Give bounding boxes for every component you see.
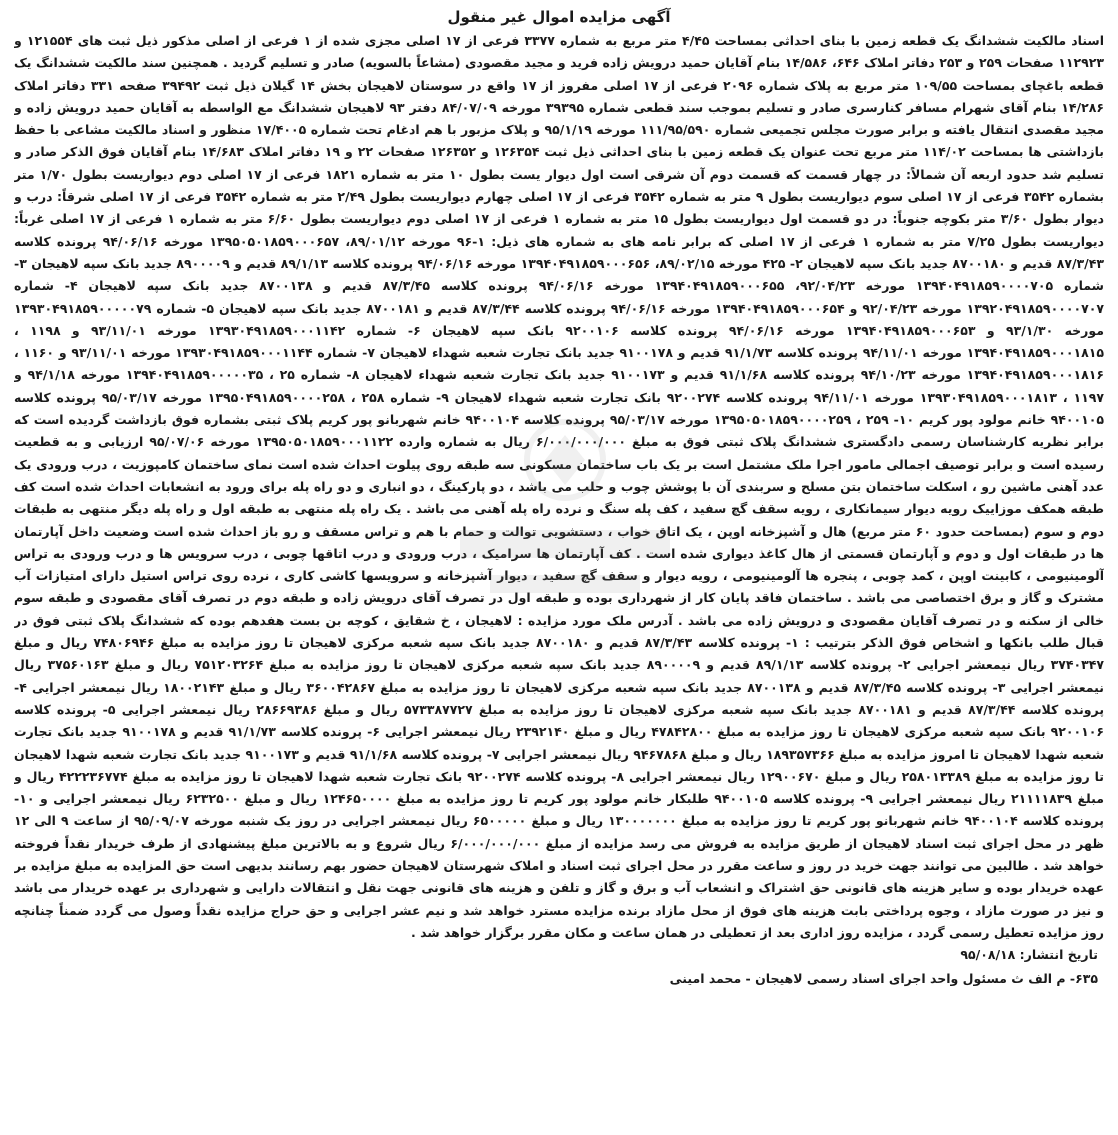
publication-date-value: ۹۵/۰۸/۱۸ — [960, 947, 1016, 963]
notice-signature: ۶۳۵- م الف ث مسئول واحد اجرای اسناد رسمی لاهیجان - محمد امینی — [669, 971, 1098, 987]
notice-body: اسناد مالکیت ششدانگ یک قطعه زمین با بنای احداثی بمساحت ۴/۴۵ متر مربع به شماره ۳۳۷۷ فرعی از ۱۷ اصلی مجزی شده از ۱ فرعی از اصلی مذکور ذیل ثبت های ۱۲۱۵۵۴ و ۱۱۲۹۲۳ صفحات ۲۵۹ و ۲۵۳ دفاتر املاک ۶۴۶، ۱۴/۵۸۶ بنام آقایان حمید درویش زاده فرید و مجید مقصودی (مشاعاً بالسویه) صادر و تسلیم گردید . همچنین سند مالکیت ششدانگ یک قطعه باغچای بمساحت ۱۰۹/۵۵ متر مربع به پلاک شماره ۲۰۹۶ فرعی از ۱۷ اصلی مفروز از ۱۷ واقع در سوستان لاهیجان بخش ۱۴ گیلان ذیل ثبت ۳۹۴۹۲ صفحه ۳۳۱ دفاتر املاک ۱۴/۲۸۶ بنام آقای شهرام مسافر کنارسری صادر و تسلیم بموجب سند قطعی شماره ۳۹۳۹۵ مورخه ۸۴/۰۷/۰۹ دفتر ۹۳ لاهیجان ششدانگ مع الواسطه به آقایان حمید درویش زاده و مجید مقصدی انتقال یافته و برابر صورت مجلس تجمیعی شماره ۱۱۱/۹۵/۵۹۰ مورخه ۹۵/۱/۱۹ و پلاک مزبور با هم ادغام تحت شماره ۱۷/۴۰۰۵ منظور و اسناد مالکیت مشاعی با حفظ بازداشتی ها بمساحت ۱۱۴/۰۲ متر مربع تحت عنوان یک قطعه زمین با بنای احداثی ذیل ثبت ۱۲۶۳۵۴ و ۱۲۶۳۵۲ صفحات ۲۲ و ۱۹ دفاتر املاک ۱۴/۶۸۳ بنام آقایان فوق الذکر صادر و تسلیم شد حدود اربعه آن شمالاً: در چهار قسمت که قسمت دوم آن شرقی است اول دیوار یست بطول ۱۰ متر به شماره ۱۸۲۱ فرعی از ۱۷ اصلی دوم دیواریست بطول ۱/۷۰ متر بشماره ۳۵۴۲ فرعی از ۱۷ اصلی سوم دیواریست بطول ۹ متر به شماره ۳۵۴۲ فرعی از ۱۷ اصلی چهارم دیواریست بطول ۲/۴۹ متر به شماره ۳۵۴۲ فرعی از ۱۷ اصلی شرقاً: درب و دیوار بطول ۳/۶۰ متر بکوچه جنوباً: در دو قسمت اول دیواریست بطول ۱۵ متر به شماره ۱ فرعی از ۱۷ اصلی دوم دیواریست بطول ۶/۶۰ متر به شماره ۱ فرعی از ۱۷ اصلی غرباً: دیواریست بطول ۷/۲۵ متر به شماره ۱ فرعی از ۱۷ اصلی که برابر نامه های به شماره های ذیل: ۱-۹۶ مورخه ۸۹/۰۱/۱۲، ۱۳۹۵۰۵۰۱۸۵۹۰۰۰۶۵۷ مورخه ۹۴/۰۶/۱۶ پرونده کلاسه ۸۷/۳/۴۳ قدیم و ۸۷۰۰۱۸۰ جدید بانک سپه لاهیجان ۲- ۴۲۵ مورخه ۸۹/۰۲/۱۵، ۱۳۹۴۰۴۹۱۸۵۹۰۰۰۶۵۶ مورخه ۹۴/۰۶/۱۶ پرونده کلاسه ۸۹/۱/۱۳ قدیم و ۸۹۰۰۰۰۹ جدید بانک سپه لاهیجان ۳- شماره ۱۳۹۴۰۴۹۱۸۵۹۰۰۰۰۷۰۵ مورخه ۹۲/۰۴/۲۳، ۱۳۹۴۰۴۹۱۸۵۹۰۰۰۶۵۵ مورخه ۹۴/۰۶/۱۶ پرونده کلاسه ۸۷/۳/۴۵ قدیم و ۸۷۰۰۱۳۸ جدید بانک سپه لاهیجان ۴- شماره ۱۳۹۲۰۴۹۱۸۵۹۰۰۰۰۷۰۷ مورخه ۹۲/۰۴/۲۳ و ۱۳۹۴۰۴۹۱۸۵۹۰۰۰۶۵۴ مورخه ۹۴/۰۶/۱۶ پرونده کلاسه ۸۷/۳/۴۴ قدیم و ۸۷۰۰۱۸۱ جدید بانک سپه لاهیجان ۵- شماره ۱۳۹۳۰۴۹۱۸۵۹۰۰۰۰۰۷۹ مورخه ۹۳/۱/۳۰ و ۱۳۹۴۰۴۹۱۸۵۹۰۰۰۶۵۳ مورخه ۹۴/۰۶/۱۶ پرونده کلاسه ۹۲۰۰۱۰۶ بانک سپه لاهیجان ۶- شماره ۱۳۹۳۰۴۹۱۸۵۹۰۰۰۱۱۴۲ مورخه ۹۳/۱۱/۰۱ و ۱۱۹۸ ، ۱۳۹۴۰۴۹۱۸۵۹۰۰۰۱۸۱۵ مورخه ۹۴/۱۱/۰۱ پرونده کلاسه ۹۱/۱/۷۳ قدیم و ۹۱۰۰۱۷۸ جدید بانک تجارت شعبه شهداء لاهیجان ۷- شماره ۱۳۹۳۰۴۹۱۸۵۹۰۰۰۱۱۴۴ مورخه ۹۳/۱۱/۰۱ و ۱۱۶۰ ، ۱۳۹۴۰۴۹۱۸۵۹۰۰۰۱۸۱۶ مورخه ۹۴/۱۰/۲۳ پرونده کلاسه ۹۱/۱/۶۸ قدیم و ۹۱۰۰۱۷۳ جدید بانک تجارت شعبه شهداء لاهیجان ۸- شماره ۲۵ ، ۱۳۹۴۰۴۹۱۸۵۹۰۰۰۰۰۳۵ مورخه ۹۴/۱/۱۸ و ۱۱۹۷ ، ۱۳۹۳۰۴۹۱۸۵۹۰۰۰۱۸۱۳ مورخه ۹۴/۱۱/۰۱ پرونده کلاسه ۹۲۰۰۲۷۴ بانک تجارت شعبه شهداء لاهیجان ۹- شماره ۲۵۸ ، ۱۳۹۵۰۴۹۱۸۵۹۰۰۰۰۲۵۸ مورخه ۹۵/۰۳/۱۷ پرونده کلاسه ۹۴۰۰۱۰۵ خانم مولود پور کریم ۱۰- ۲۵۹ ، ۱۳۹۵۰۵۰۱۸۵۹۰۰۰۰۲۵۹ مورخه ۹۵/۰۳/۱۷ پرونده کلاسه ۹۴۰۰۱۰۴ خانم شهربانو پور کریم پلاک ثبتی بشماره فوق بازداشت گردیده است که برابر نظریه کارشناسان رسمی دادگستری ششدانگ پلاک ثبتی فوق به مبلغ ۶/۰۰۰/۰۰۰/۰۰۰ ریال به شماره وارده ۱۳۹۵۰۵۰۱۸۵۹۰۰۰۱۱۲۲ مورخه ۹۵/۰۷/۰۶ ارزیابی و به قطعیت رسیده است و برابر توصیف اجمالی مامور اجرا ملک مشتمل است بر یک باب ساختمان مسکونی سه طبقه روی پیلوت احداث شده است نمای ساختمان کامپوزیت ، درب ورودی یک عدد آهنی ماشین رو ، اسکلت ساختمان بتن مسلح و سربندی آن با پوشش چوب و حلب می باشد ، دو پارکینگ ، دو انباری و دو راه پله برای ورود به انشعابات احداث شده است کف طبقه همکف موزاییک رویه دیوار سیمانکاری ، رویه سقف گچ سفید ، کف پله سنگ و نرده راه پله آهنی می باشد . یک راه پله منتهی به طبقه اول و راه پله دیگر منتهی به طبقات دوم و سوم (بمساحت حدود ۶۰ متر مربع) هال و آشپزخانه اوپن ، یک اتاق خواب ، دستشویی توالت و حمام با هم و تراس مسقف و رو باز احداث شده است وضعیت داخل آپارتمان ها در طبقات اول و دوم و آپارتمان قسمتی از هال کاغذ دیواری شده است . کف آپارتمان ها سرامیک ، درب ورودی و درب اتاقها چوبی ، درب سرویس ها و درب ورودی به تراس آلومینیومی ، کابینت اوپن ، کمد چوبی ، پنجره ها آلومینیومی ، رویه دیوار و سقف گچ سفید ، دیوار آشپزخانه و سرویسها کاشی کاری ، نرده روی تراس استیل دارای امتیازات آب مشترک و گاز و برق اختصاصی می باشد . ساختمان فاقد پایان کار از شهرداری بوده و طبقه اول در تصرف آقای درویش زاده و طبقه دوم در تصرف آقای مقصودی و طبقه سوم خالی از سکنه و در تصرف آقایان مقصودی و درویش زاده می باشد . آدرس ملک مورد مزایده : لاهیجان ، خ شقایق ، کوچه بن بست هفدهم بوده که ششدانگ پلاک ثبتی فوق در قبال طلب بانکها و اشخاص فوق الذکر بترتیب : ۱- پرونده کلاسه ۸۷/۳/۴۳ قدیم و ۸۷۰۰۱۸۰ جدید بانک سپه شعبه مرکزی لاهیجان تا روز مزایده به مبلغ ۷۴۸۰۶۹۴۶ ریال و مبلغ ۳۷۴۰۳۴۷ ریال نیمعشر اجرایی ۲- پرونده کلاسه ۸۹/۱/۱۳ قدیم و ۸۹۰۰۰۰۹ جدید بانک سپه شعبه مرکزی لاهیجان تا روز مزایده به مبلغ ۷۵۱۲۰۳۲۶۴ ریال و مبلغ ۳۷۵۶۰۱۶۳ ریال نیمعشر اجرایی ۳- پرونده کلاسه ۸۷/۳/۴۵ قدیم و ۸۷۰۰۱۳۸ جدید بانک سپه شعبه مرکزی لاهیجان تا روز مزایده به مبلغ ۳۶۰۰۴۲۸۶۷ ریال و مبلغ ۱۸۰۰۲۱۴۳ ریال نیمعشر اجرایی ۴- پرونده کلاسه ۸۷/۳/۴۴ قدیم و ۸۷۰۰۱۸۱ جدید بانک سپه شعبه مرکزی لاهیجان تا روز مزایده به مبلغ ۵۷۳۳۸۷۷۲۷ ریال و مبلغ ۲۸۶۶۹۳۸۶ ریال نیمعشر اجرایی ۵- پرونده کلاسه ۹۲۰۰۱۰۶ بانک سپه شعبه مرکزی لاهیجان تا روز مزایده به مبلغ ۴۷۸۴۲۸۰۰ ریال و مبلغ ۲۳۹۲۱۴۰ ریال نیمعشر اجرایی ۶- پرونده کلاسه ۹۱/۱/۷۳ قدیم و ۹۱۰۰۱۷۸ جدید بانک تجارت شعبه شهدا لاهیجان تا امروز مزایده به مبلغ ۱۸۹۳۵۷۳۶۶ ریال و مبلغ ۹۴۶۷۸۶۸ ریال نیمعشر اجرایی ۷- پرونده کلاسه ۹۱/۱/۶۸ قدیم و ۹۱۰۰۱۷۳ جدید بانک تجارت شعبه شهدا لاهیجان تا روز مزایده به مبلغ ۲۵۸۰۱۳۳۸۹ ریال و مبلغ ۱۲۹۰۰۶۷۰ ریال نیمعشر اجرایی ۸- پرونده کلاسه ۹۲۰۰۲۷۴ بانک تجارت شعبه شهدا لاهیجان تا روز مزایده به مبلغ ۴۲۲۲۳۶۷۷۴ ریال و مبلغ ۲۱۱۱۱۸۳۹ ریال نیمعشر اجرایی ۹- پرونده کلاسه ۹۴۰۰۱۰۵ طلبکار خانم مولود پور کریم تا روز مزایده به مبلغ ۱۲۴۶۵۰۰۰۰ ریال و مبلغ ۶۲۳۲۵۰۰ ریال نیمعشر اجرایی و ۱۰- پرونده کلاسه ۹۴۰۰۱۰۴ خانم شهربانو پور کریم تا روز مزایده به مبلغ ۱۳۰۰۰۰۰۰۰ ریال و مبلغ ۶۵۰۰۰۰۰ ریال نیمعشر اجرایی در روز یک شنبه مورخه ۹۵/۰۹/۰۷ از ساعت ۹ الی ۱۲ ظهر در محل اجرای ثبت اسناد لاهیجان از طریق مزایده به فروش می رسد مزایده از مبلغ ۶/۰۰۰/۰۰۰/۰۰۰ ریال شروع و به بالاترین مبلغ پیشنهادی از طرف خریدار نقداً فروخته خواهد شد . طالبین می توانند جهت خرید در روز و ساعت مقرر در محل اجرای ثبت اسناد و املاک شهرستان لاهیجان حضور بهم رسانند بدیهی است حق المزایده به مبلغ مزایده بر عهده خریدار بوده و سایر هزینه های قانونی حق اشتراک و انشعاب آب و برق و گاز و تلفن و هزینه های قانونی جهت نقل و انتقالات دارایی و شهرداری بر عهده خریدار می باشد و نیز در صورت مازاد ، وجوه پرداختی بابت هزینه های فوق از محل مازاد برنده مزایده مسترد خواهد شد و نیم عشر اجرایی و حق حراج مزایده نقداً وصول می گردد ضمناً چنانچه روز مزایده تعطیل رسمی گردد ، مزایده روز اداری بعد از تعطیلی در همان ساعت و مکان مقرر برگزار خواهد شد . — [14, 33, 1104, 940]
publication-date — [14, 944, 1104, 966]
notice-title: آگهی مزایده اموال غیر منقول — [447, 8, 671, 26]
auction-notice — [14, 6, 1104, 1130]
publication-date-label: تاریخ انتشار: — [1019, 947, 1098, 963]
